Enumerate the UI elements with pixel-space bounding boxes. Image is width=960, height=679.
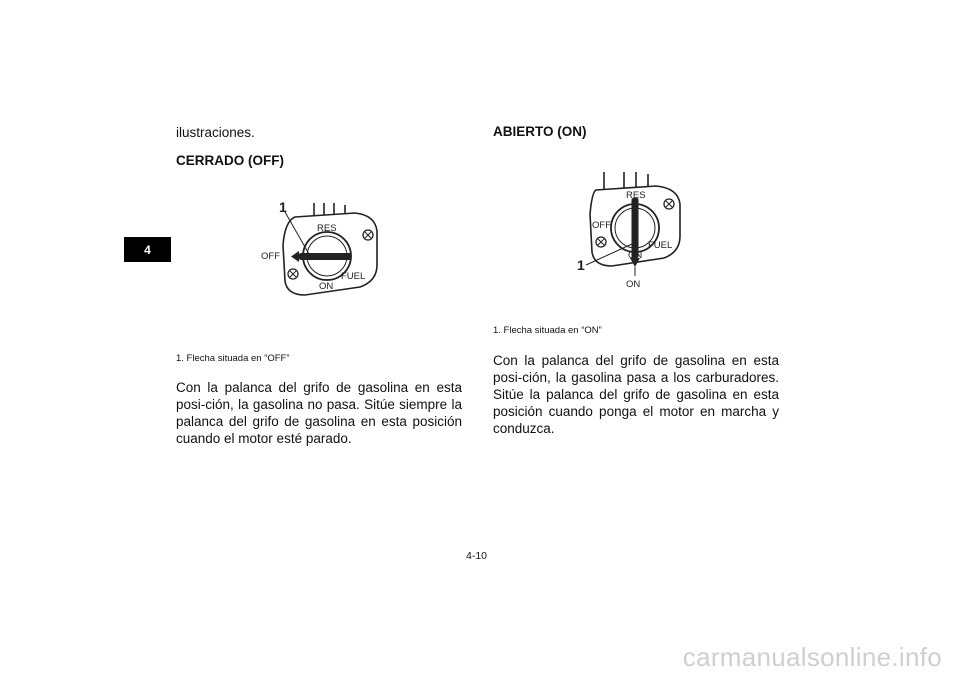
intro-text: ilustraciones. [176, 125, 255, 140]
label-res: RES [626, 190, 646, 201]
figure-caption-off: 1. Flecha situada en “OFF” [176, 353, 290, 364]
label-off: OFF [592, 220, 611, 231]
paragraph-on: Con la palanca del grifo de gasolina en esta posi-ción, la gasolina pasa a los carburadores. Sitúe la palanca del grifo de gasolina en esta posición cuando ponga el motor en marcha y conduzca. [493, 353, 779, 436]
label-on: ON [319, 281, 334, 292]
label-res: RES [317, 223, 337, 234]
label-fuel: FUEL [648, 240, 673, 251]
callout-number: 1 [577, 257, 585, 273]
fuel-cock-on-figure [572, 168, 687, 293]
label-off: OFF [261, 251, 280, 262]
label-fuel: FUEL [341, 271, 366, 282]
watermark: carmanualsonline.info [682, 642, 942, 672]
label-on-bottom: ON [626, 279, 641, 290]
callout-number: 1 [279, 199, 287, 215]
section-heading-off: CERRADO (OFF) [176, 153, 284, 168]
chapter-number: 4 [144, 242, 151, 257]
label-on: ON [628, 250, 643, 261]
page-number: 4-10 [466, 550, 488, 562]
fuel-cock-off-figure [255, 195, 395, 300]
chapter-tab [124, 237, 171, 262]
paragraph-off: Con la palanca del grifo de gasolina en esta posi-ción, la gasolina no pasa. Sitúe siempre la palanca del grifo de gasolina en esta posición cuando el motor esté parado. [176, 380, 462, 446]
figure-caption-on: 1. Flecha situada en “ON” [493, 325, 602, 336]
section-heading-on: ABIERTO (ON) [493, 124, 587, 139]
